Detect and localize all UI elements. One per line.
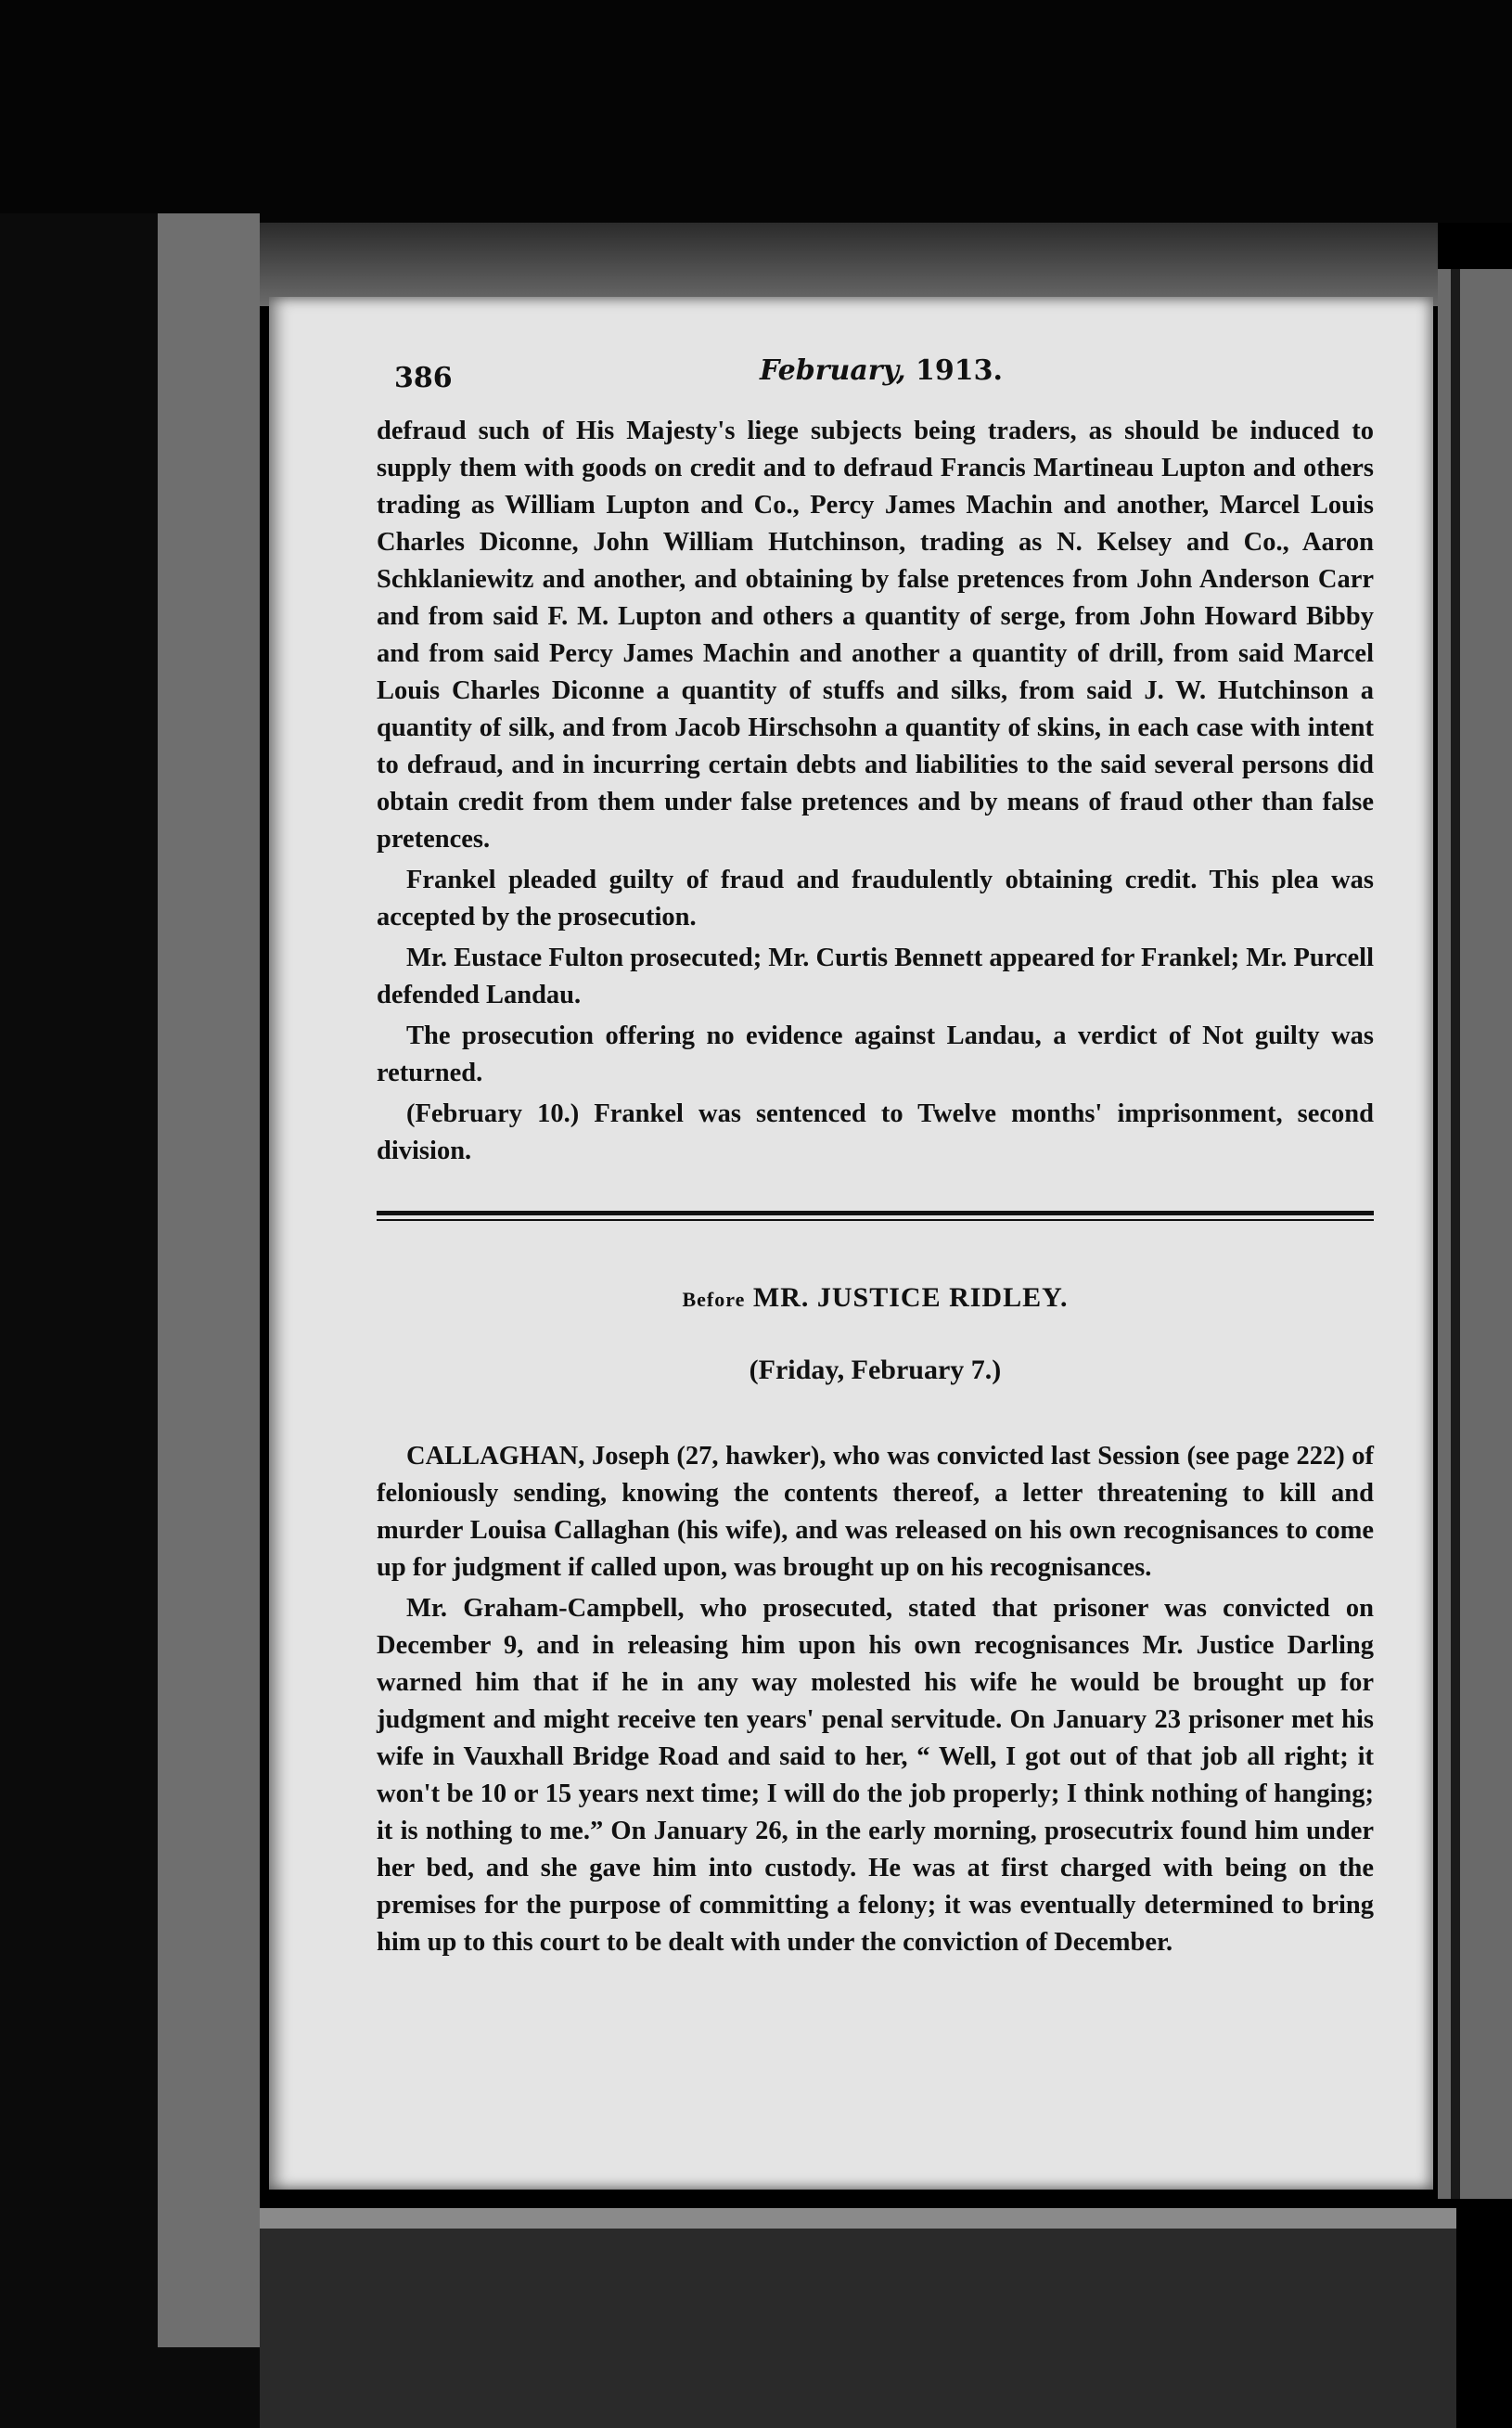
case-text-frankel — [377, 413, 1374, 1174]
page-header — [394, 354, 1368, 401]
paragraph: Frankel pleaded guilty of fraud and fraudulently obtaining credit. This plea was accepted by the prosecution. — [377, 866, 1374, 931]
scan-top-border — [0, 0, 1512, 223]
running-head — [394, 354, 1368, 387]
case-text-callaghan — [377, 1438, 1374, 1965]
running-head-year: 1913. — [916, 354, 1003, 387]
paragraph: (February 10.) Frankel was sentenced to Twelve months' imprisonment, second division. — [377, 1099, 1374, 1165]
page-number: 386 — [394, 362, 453, 394]
paragraph: Mr. Eustace Fulton prosecuted; Mr. Curtis Bennett appeared for Frankel; Mr. Purcell defended Landau. — [377, 944, 1374, 1009]
session-date: (Friday, February 7.) — [749, 1355, 1002, 1385]
page-top-shadow — [260, 223, 1438, 306]
scan-left-border — [0, 213, 260, 2428]
scan-bottom-border — [260, 2208, 1456, 2428]
section-divider-thick — [377, 1211, 1374, 1215]
paragraph: CALLAGHAN, Joseph (27, hawker), who was convicted last Session (see page 222) of feloniously sending, knowing the contents thereof, a letter threatening to kill and murder Louisa Callaghan (his wife), and was released on his own recognisances to come up for judgment if called upon, was brought up on his recognisances. — [377, 1442, 1374, 1582]
next-page-edge — [1438, 269, 1512, 2199]
paragraph: The prosecution offering no evidence against Landau, a verdict of Not guilty was returned. — [377, 1021, 1374, 1087]
court-heading-judge: MR. JUSTICE RIDLEY. — [752, 1282, 1069, 1313]
court-heading — [377, 1282, 1374, 1314]
page-bottom-edge — [260, 2208, 1456, 2229]
court-heading-before: Before — [682, 1288, 746, 1311]
running-head-month: February, — [760, 354, 906, 387]
section-divider-thin — [377, 1219, 1374, 1221]
page-gap — [1451, 269, 1460, 2199]
binding-edge — [158, 213, 260, 2347]
paragraph: defraud such of His Majesty's liege subjects being traders, as should be induced to supply them with goods on credit and to defraud Francis Martineau Lupton and others trading as William Lupton and Co., Percy James Machin and another, Marcel Louis Charles Diconne, John William Hutchinson, trading as N. Kelsey and Co., Aaron Schklaniewitz and another, and obtaining by false pretences from John Anderson Carr and from said F. M. Lupton and others a quantity of serge, from John Howard Bibby and from said Percy James Machin and another a quantity of drill, from said Marcel Louis Charles Diconne a quantity of stuffs and silks, from said J. W. Hutchinson a quantity of silk, and from Jacob Hirschsohn a quantity of skins, in each case with intent to defraud, and in incurring certain debts and liabilities to the said several persons did obtain credit from them under false pretences and by means of fraud other than false pretences. — [377, 417, 1374, 854]
document-page — [269, 297, 1433, 2190]
paragraph: Mr. Graham-Campbell, who prosecuted, stated that prisoner was convicted on December 9, and in releasing him upon his own recognisances Mr. Justice Darling warned him that if he in any way molested his wife he would be brought up for judgment and might receive ten years' penal servitude. On January 23 prisoner met his wife in Vauxhall Bridge Road and said to her, “ Well, I got out of that job all right; it won't be 10 or 15 years next time; I will do the job properly; I think nothing of hanging; it is nothing to me.” On January 26, in the early morning, prosecutrix found him under her bed, and she gave him into custody. He was at first charged with being on the premises for the purpose of committing a felony; it was eventually determined to bring him up to this court to be dealt with under the conviction of December. — [377, 1594, 1374, 1957]
